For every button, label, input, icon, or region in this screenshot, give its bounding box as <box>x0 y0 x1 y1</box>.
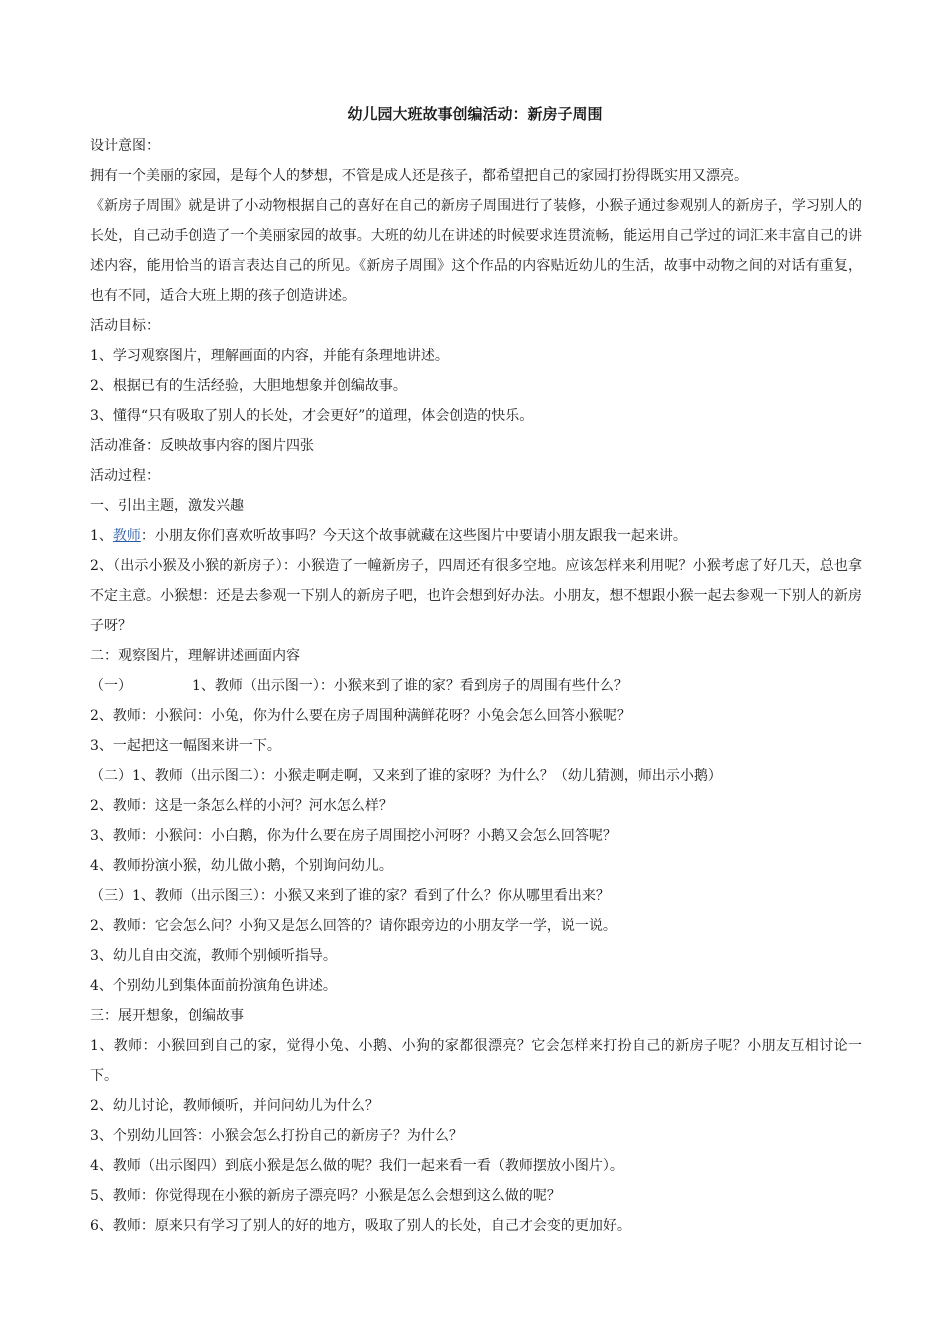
teacher-link[interactable]: 教师 <box>112 528 141 544</box>
document-title: 幼儿园大班故事创编活动：新房子周围 <box>347 105 603 123</box>
item-text: 1、教师（出示图一）：小猴来到了谁的家？看到房子的周围有些什么？ <box>192 678 628 694</box>
subsection-3-item-4: 4、个别幼儿到集体面前扮演角色讲述。 <box>90 978 337 994</box>
goal-item: 1、学习观察图片，理解画面的内容，并能有条理地讲述。 <box>90 348 449 364</box>
section-3-item-2: 2、幼儿讨论，教师倾听，并问问幼儿为什么？ <box>90 1098 379 1114</box>
document-body <box>90 131 862 1241</box>
design-paragraph-1: 拥有一个美丽的家园，是每个人的梦想，不管是成人还是孩子，都希望把自己的家园打扮得既实用又漂亮。 <box>90 168 748 184</box>
process-heading: 活动过程： <box>90 468 160 484</box>
section-3-item-5: 5、教师：你觉得现在小猴的新房子漂亮吗？小猴是怎么会想到这么做的呢？ <box>90 1188 561 1204</box>
section-1-heading: 一、引出主题，激发兴趣 <box>90 498 244 514</box>
subsection-2-item-3: 3、教师：小猴问：小白鹅，你为什么要在房子周围挖小河呀？小鹅又会怎么回答呢？ <box>90 828 617 844</box>
subsection-1-item-2: 2、教师：小猴问：小兔，你为什么要在房子周围种满鲜花呀？小兔会怎么回答小猴呢？ <box>90 708 631 724</box>
section-3-item-4: 4、教师（出示图四）到底小猴是怎么做的呢？我们一起来看一看（教师摆放小图片）。 <box>90 1158 624 1174</box>
subsection-2-item-2: 2、教师：这是一条怎么样的小河？河水怎么样？ <box>90 798 393 814</box>
subsection-label: （一） <box>90 678 132 694</box>
subsection-1-item-3: 3、一起把这一幅图来讲一下。 <box>90 738 281 754</box>
goal-item: 2、根据已有的生活经验，大胆地想象并创编故事。 <box>90 378 407 394</box>
subsection-3-item-3: 3、幼儿自由交流，教师个别倾听指导。 <box>90 948 337 964</box>
item-number: 1、 <box>90 528 113 544</box>
section-3-heading: 三：展开想象，创编故事 <box>90 1008 244 1024</box>
design-heading: 设计意图： <box>90 138 160 154</box>
section-3-item-3: 3、个别幼儿回答：小猴会怎么打扮自己的新房子？为什么？ <box>90 1128 463 1144</box>
section-3-item-1: 1、教师：小猴回到自己的家，觉得小兔、小鹅、小狗的家都很漂亮？它会怎样来打扮自己的新房子呢？小朋友互相讨论一下。 <box>90 1038 862 1084</box>
subsection-3-item-1: （三）1、教师（出示图三）：小猴又来到了谁的家？看到了什么？你从哪里看出来？ <box>90 888 610 904</box>
subsection-2-item-4: 4、教师扮演小猴，幼儿做小鹅，个别询问幼儿。 <box>90 858 393 874</box>
design-paragraph-2: 《新房子周围》就是讲了小动物根据自己的喜好在自己的新房子周围进行了装修，小猴子通过参观别人的新房子，学习别人的长处，自己动手创造了一个美丽家园的故事。大班的幼儿在讲述的时候要求连贯流畅，能运用自己学过的词汇来丰富自己的讲述内容，能用恰当的语言表达自己的所见。《新房子周围》这个作品的内容贴近幼儿的生活，故事中动物之间的对话有重复，也有不同，适合大班上期的孩子创造讲述。 <box>90 198 862 304</box>
goal-item: 3、懂得“只有吸取了别人的长处，才会更好”的道理，体会创造的快乐。 <box>90 408 534 424</box>
goals-heading: 活动目标： <box>90 318 160 334</box>
subsection-3-item-2: 2、教师：它会怎么问？小狗又是怎么回答的？请你跟旁边的小朋友学一学，说一说。 <box>90 918 617 934</box>
section-2-heading: 二：观察图片，理解讲述画面内容 <box>90 648 300 664</box>
section-1-item-2: 2、（出示小猴及小猴的新房子）：小猴造了一幢新房子，四周还有很多空地。应该怎样来利用呢？小猴考虑了好几天，总也拿不定主意。小猴想：还是去参观一下别人的新房子吧，也许会想到好办法。小朋友，想不想跟小猴一起去参观一下别人的新房子呀？ <box>90 558 862 634</box>
subsection-1-item-1 <box>90 671 862 701</box>
item-text: ：小朋友你们喜欢听故事吗？今天这个故事就藏在这些图片中要请小朋友跟我一起来讲。 <box>140 528 687 544</box>
section-1-item-1 <box>90 521 862 551</box>
preparation-line: 活动准备：反映故事内容的图片四张 <box>90 438 314 454</box>
subsection-2-item-1: （二）1、教师（出示图二）：小猴走啊走啊，又来到了谁的家呀？为什么？（幼儿猜测，师出示小鹅） <box>90 768 722 784</box>
section-3-item-6: 6、教师：原来只有学习了别人的好的地方，吸取了别人的长处，自己才会变的更加好。 <box>90 1218 631 1234</box>
